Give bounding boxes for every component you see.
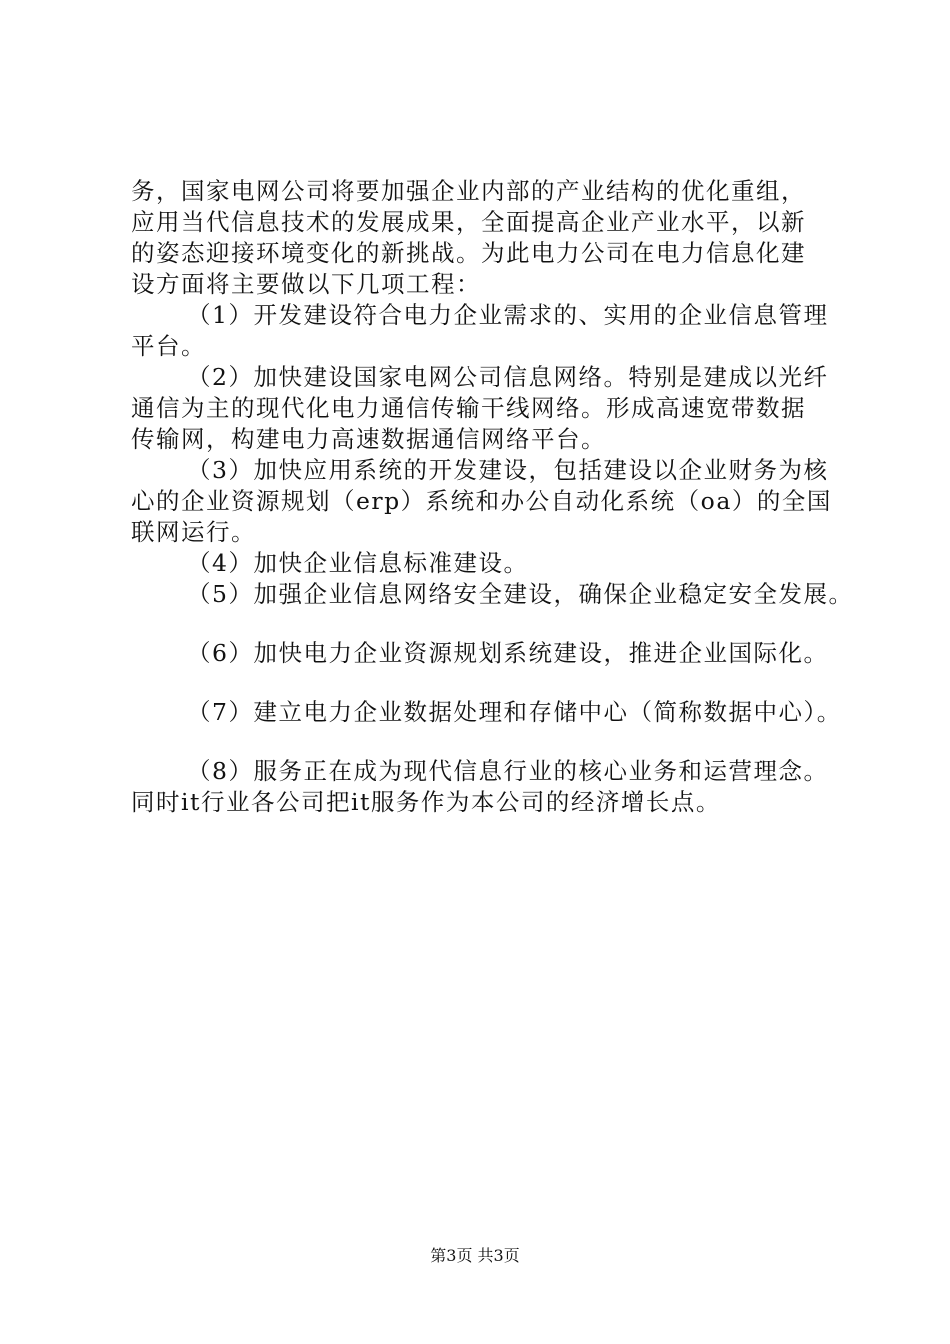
paragraph-gap [131,728,851,756]
list-item-4: （4）加快企业信息标准建设。 [187,549,529,577]
list-item-2-continued: 通信为主的现代化电力通信传输干线网络。形成高速宽带数据 [131,394,806,422]
list-item-2-continued: 传输网，构建电力高速数据通信网络平台。 [131,425,606,453]
paragraph-line: 设方面将主要做以下几项工程： [131,270,481,298]
list-item-3-continued: 心的企业资源规划（erp）系统和办公自动化系统（oa）的全国 [131,487,832,515]
list-item-3: （3）加快应用系统的开发建设，包括建设以企业财务为核 [187,456,829,484]
list-item-1-continued: 平台。 [131,332,206,360]
list-item-8-continued: 同时it行业各公司把it服务作为本公司的经济增长点。 [131,788,721,816]
list-item-8: （8）服务正在成为现代信息行业的核心业务和运营理念。 [187,757,829,785]
list-item-3-continued: 联网运行。 [131,518,256,546]
list-item-2: （2）加快建设国家电网公司信息网络。特别是建成以光纤 [187,363,829,391]
paragraph-line: 务，国家电网公司将要加强企业内部的产业结构的优化重组， [131,177,806,205]
paragraph-line: 应用当代信息技术的发展成果，全面提高企业产业水平，以新 [131,208,806,236]
list-item-5: （5）加强企业信息网络安全建设，确保企业稳定安全发展。 [187,580,854,608]
list-item-7: （7）建立电力企业数据处理和存储中心（简称数据中心）。 [187,698,842,726]
paragraph-gap [131,610,851,638]
paragraph-gap [131,669,851,697]
paragraph-line: 的姿态迎接环境变化的新挑战。为此电力公司在电力信息化建 [131,239,806,267]
page-number-footer: 第3页 共3页 [430,1246,520,1265]
list-item-1: （1）开发建设符合电力企业需求的、实用的企业信息管理 [187,301,829,329]
document-body [131,176,854,818]
list-item-6: （6）加快电力企业资源规划系统建设，推进企业国际化。 [187,639,829,667]
